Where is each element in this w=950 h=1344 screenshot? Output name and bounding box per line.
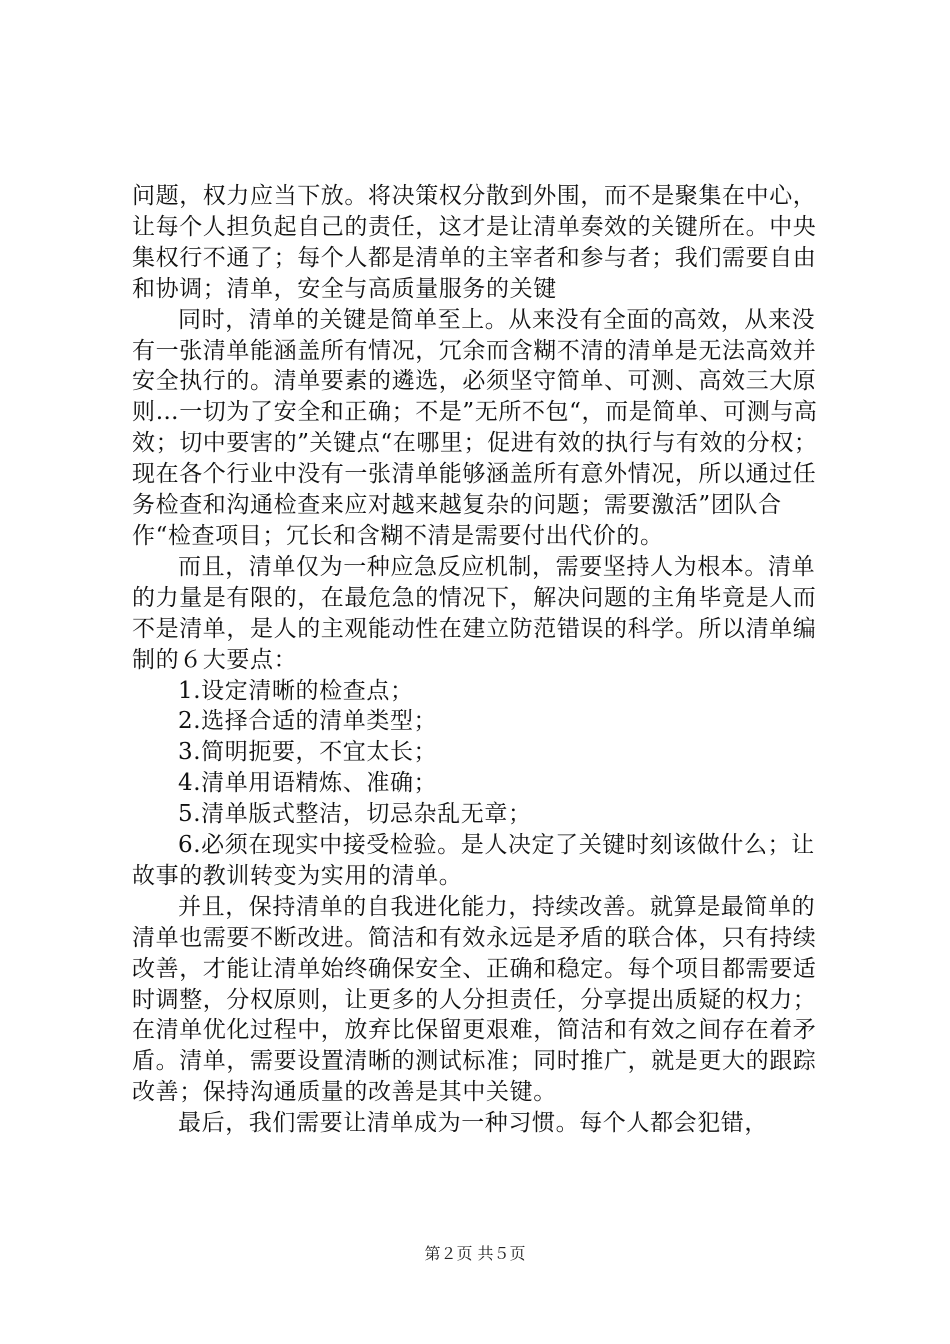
list-item-5: 5.清单版式整洁，切忌杂乱无章； bbox=[178, 801, 532, 828]
page-footer bbox=[0, 1244, 950, 1264]
page-number-label: 第２页 共５页 bbox=[424, 1244, 526, 1263]
list-item-1: 1.设定清晰的检查点； bbox=[178, 677, 414, 704]
document-body bbox=[132, 181, 822, 1139]
list-item-6: 6.必须在现实中接受检验。是人决定了关键时刻该做什么；让故事的教训转变为实用的清单。 bbox=[132, 832, 815, 889]
paragraph-people-first: 而且，清单仅为一种应急反应机制，需要坚持人为根本。清单的力量是有限的，在最危急的情况下，解决问题的主角毕竟是人而不是清单，是人的主观能动性在建立防范错误的科学。所以清单编制的６大要点： bbox=[132, 553, 817, 673]
paragraph-continuation: 问题，权力应当下放。将决策权分散到外围，而不是聚集在中心，让每个人担负起自己的责任，这才是让清单奏效的关键所在。中央集权行不通了；每个人都是清单的主宰者和参与者；我们需要自由和协调；清单，安全与高质量服务的关键 bbox=[132, 183, 817, 302]
paragraph-habit: 最后，我们需要让清单成为一种习惯。每个人都会犯错， bbox=[178, 1110, 768, 1137]
list-item-2: 2.选择合适的清单类型； bbox=[178, 708, 438, 735]
paragraph-simplicity: 同时，清单的关键是简单至上。从来没有全面的高效，从来没有一张清单能涵盖所有情况，冗余而含糊不清的清单是无法高效并安全执行的。清单要素的遴选，必须坚守简单、可测、高效三大原则…一切为了安全和正确；不是”无所不包“，而是简单、可测与高效；切中要害的”关键点“在哪里；促进有效的执行与有效的分权；现在各个行业中没有一张清单能够涵盖所有意外情况，所以通过任务检查和沟通检查来应对越来越复杂的问题；需要激活”团队合作“检查项目；冗长和含糊不清是需要付出代价的。 bbox=[132, 306, 818, 549]
paragraph-continuous-improvement: 并且，保持清单的自我进化能力，持续改善。就算是最简单的清单也需要不断改进。简洁和有效永远是矛盾的联合体，只有持续改善，才能让清单始终确保安全、正确和稳定。每个项目都需要适时调整，分权原则，让更多的人分担责任，分享提出质疑的权力；在清单优化过程中，放弃比保留更艰难，简洁和有效之间存在着矛盾。清单，需要设置清晰的测试标准；同时推广，就是更大的跟踪改善；保持沟通质量的改善是其中关键。 bbox=[132, 893, 817, 1106]
list-item-3: 3.简明扼要，不宜太长； bbox=[178, 739, 438, 766]
list-item-4: 4.清单用语精炼、准确； bbox=[178, 770, 438, 797]
